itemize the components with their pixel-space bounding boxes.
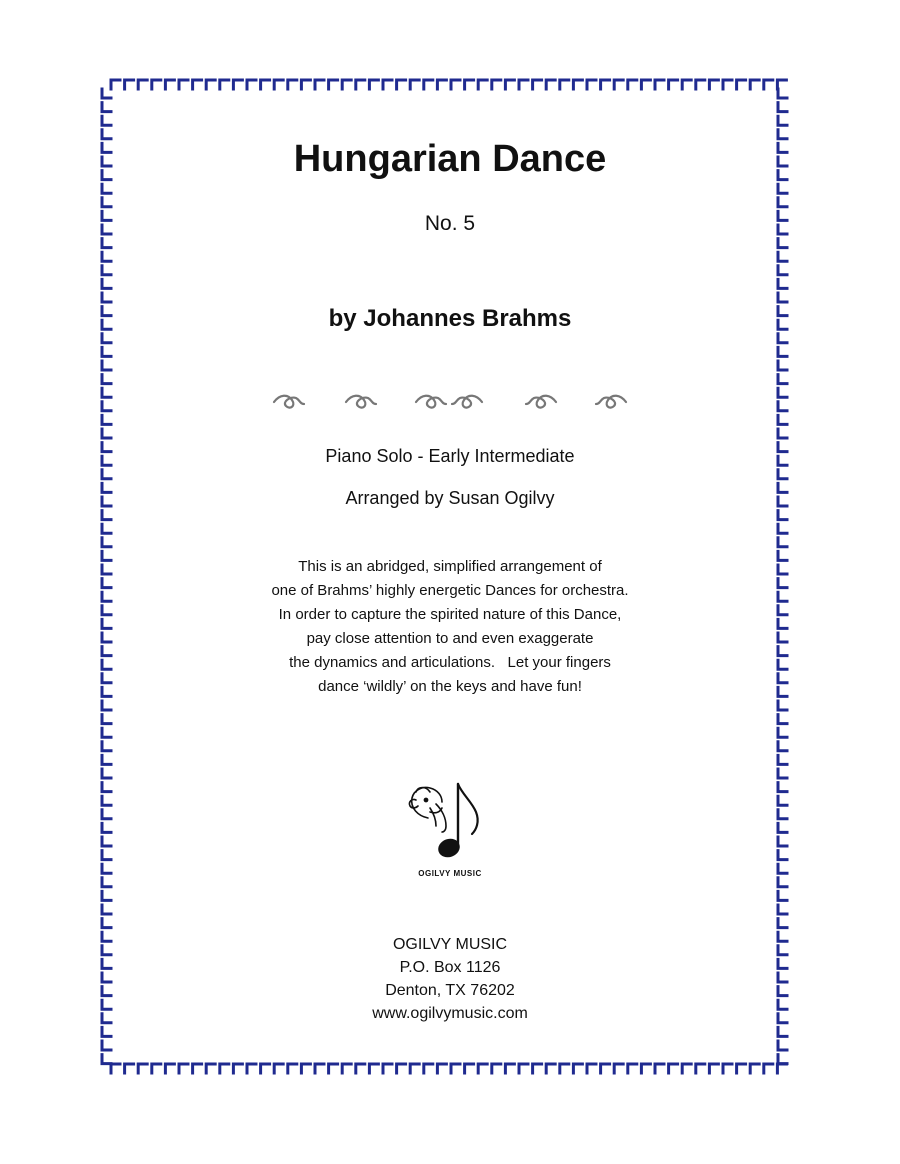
border-mark (723, 1064, 732, 1073)
border-mark (478, 80, 487, 89)
border-mark (102, 919, 111, 928)
border-mark (682, 1064, 691, 1073)
border-mark (410, 80, 419, 89)
border-mark (778, 511, 787, 520)
border-mark (492, 80, 501, 89)
border-mark (102, 293, 111, 302)
border-mark (519, 80, 528, 89)
border-mark (102, 755, 111, 764)
border-mark (206, 1064, 215, 1073)
border-mark (247, 1064, 256, 1073)
composer-credit: by Johannes Brahms (328, 305, 572, 332)
border-mark (778, 755, 787, 764)
border-mark (220, 1064, 229, 1073)
publisher-city: Denton, TX 76202 (385, 982, 515, 999)
border-mark (102, 279, 111, 288)
border-mark (682, 80, 691, 89)
border-mark (152, 1064, 161, 1073)
border-mark (628, 1064, 637, 1073)
border-mark (778, 184, 787, 193)
border-mark (778, 89, 787, 98)
border-mark (410, 1064, 419, 1073)
border-mark (233, 1064, 242, 1073)
border-mark (193, 1064, 202, 1073)
border-mark (778, 796, 787, 805)
border-mark (628, 80, 637, 89)
border-mark (778, 810, 787, 819)
border-mark (573, 1064, 582, 1073)
publisher-name: OGILVY MUSIC (392, 936, 508, 953)
piece-number: No. 5 (424, 212, 476, 235)
border-mark (102, 511, 111, 520)
border-mark (102, 742, 111, 751)
border-mark (778, 1041, 787, 1050)
description-line: In order to capture the spirited nature of this Dance, (278, 606, 622, 623)
border-mark (437, 1064, 446, 1073)
border-mark (778, 334, 787, 343)
border-mark (641, 80, 650, 89)
border-mark (247, 80, 256, 89)
border-mark (102, 103, 111, 112)
border-mark (709, 80, 718, 89)
border-mark (152, 80, 161, 89)
border-mark (709, 1064, 718, 1073)
border-mark (138, 80, 147, 89)
border-mark (778, 905, 787, 914)
border-mark (778, 103, 787, 112)
border-mark (778, 524, 787, 533)
arranger-credit: Arranged by Susan Ogilvy (345, 488, 555, 508)
border-mark (383, 80, 392, 89)
description-line: dance ‘wildly’ on the keys and have fun! (318, 678, 582, 695)
border-mark (669, 80, 678, 89)
border-mark (102, 116, 111, 125)
border-mark (301, 80, 310, 89)
border-mark (102, 184, 111, 193)
border-mark (614, 80, 623, 89)
border-mark (777, 1064, 786, 1073)
border-mark (601, 80, 610, 89)
border-mark (179, 80, 188, 89)
border-mark (102, 1041, 111, 1050)
border-mark (778, 728, 787, 737)
border-mark (778, 198, 787, 207)
border-mark (478, 1064, 487, 1073)
instrumentation-level: Piano Solo - Early Intermediate (325, 446, 575, 466)
border-mark (102, 470, 111, 479)
border-mark (587, 1064, 596, 1073)
border-mark (111, 80, 120, 89)
border-mark (383, 1064, 392, 1073)
border-mark (102, 878, 111, 887)
border-mark (102, 810, 111, 819)
border-mark (519, 1064, 528, 1073)
border-mark (778, 116, 787, 125)
border-mark (111, 1064, 120, 1073)
border-mark (102, 375, 111, 384)
border-mark (102, 538, 111, 547)
border-mark (102, 796, 111, 805)
border-mark (778, 429, 787, 438)
border-mark (778, 1027, 787, 1036)
border-mark (778, 742, 787, 751)
border-mark (329, 1064, 338, 1073)
border-mark (165, 80, 174, 89)
border-mark (102, 728, 111, 737)
page-title: Hungarian Dance (293, 138, 607, 180)
border-mark (451, 1064, 460, 1073)
border-mark (655, 1064, 664, 1073)
border-mark (397, 80, 406, 89)
border-mark (778, 375, 787, 384)
border-mark (696, 80, 705, 89)
border-mark (778, 701, 787, 710)
border-mark (102, 701, 111, 710)
border-mark (342, 1064, 351, 1073)
publisher-po-box: P.O. Box 1126 (399, 959, 501, 976)
border-mark (778, 1055, 787, 1064)
border-mark (301, 1064, 310, 1073)
border-mark (102, 783, 111, 792)
border-mark (233, 80, 242, 89)
border-mark (546, 1064, 555, 1073)
border-mark (165, 1064, 174, 1073)
description-line: This is an abridged, simplified arrangement of (298, 558, 602, 575)
border-mark (315, 80, 324, 89)
border-mark (179, 1064, 188, 1073)
border-mark (102, 891, 111, 900)
border-mark (778, 769, 787, 778)
border-mark (546, 80, 555, 89)
border-mark (138, 1064, 147, 1073)
border-mark (102, 823, 111, 832)
border-mark (737, 80, 746, 89)
border-mark (778, 538, 787, 547)
border-mark (315, 1064, 324, 1073)
border-mark (102, 198, 111, 207)
border-mark (397, 1064, 406, 1073)
border-mark (102, 429, 111, 438)
border-mark (102, 252, 111, 261)
border-mark (424, 1064, 433, 1073)
border-mark (750, 80, 759, 89)
border-mark (614, 1064, 623, 1073)
elephant-music-note-logo (400, 778, 492, 862)
border-mark (102, 905, 111, 914)
border-mark (102, 1055, 111, 1064)
border-mark (601, 1064, 610, 1073)
border-mark (369, 80, 378, 89)
border-mark (102, 851, 111, 860)
border-mark (288, 1064, 297, 1073)
border-mark (102, 1027, 111, 1036)
border-mark (424, 80, 433, 89)
description-line: pay close attention to and even exaggerate (306, 630, 594, 647)
border-mark (206, 80, 215, 89)
border-mark (778, 715, 787, 724)
border-mark (778, 891, 787, 900)
border-mark (102, 837, 111, 846)
border-mark (102, 239, 111, 248)
border-mark (641, 1064, 650, 1073)
border-mark (560, 1064, 569, 1073)
logo-caption: OGILVY MUSIC (418, 869, 482, 878)
border-mark (778, 823, 787, 832)
border-mark (573, 80, 582, 89)
border-mark (369, 1064, 378, 1073)
border-mark (451, 80, 460, 89)
border-mark (125, 80, 134, 89)
border-mark (505, 80, 514, 89)
description (0, 555, 900, 699)
border-mark (125, 1064, 134, 1073)
border-mark (778, 470, 787, 479)
border-mark (288, 80, 297, 89)
border-mark (778, 347, 787, 356)
border-mark (778, 252, 787, 261)
border-mark (356, 80, 365, 89)
border-mark (261, 1064, 270, 1073)
border-mark (102, 347, 111, 356)
border-mark (102, 769, 111, 778)
border-mark (533, 1064, 542, 1073)
border-mark (261, 80, 270, 89)
border-mark (465, 80, 474, 89)
border-mark (764, 80, 773, 89)
border-mark (587, 80, 596, 89)
border-mark (737, 1064, 746, 1073)
border-mark (342, 80, 351, 89)
border-mark (778, 361, 787, 370)
border-mark (329, 80, 338, 89)
border-mark (102, 524, 111, 533)
scroll-ornament-divider (0, 384, 900, 420)
border-mark (102, 266, 111, 275)
border-mark (778, 919, 787, 928)
border-mark (778, 851, 787, 860)
border-mark (465, 1064, 474, 1073)
border-mark (696, 1064, 705, 1073)
border-mark (778, 239, 787, 248)
border-mark (102, 334, 111, 343)
border-mark (492, 1064, 501, 1073)
description-line: the dynamics and articulations. Let your fingers (289, 654, 611, 671)
border-mark (778, 266, 787, 275)
border-mark (778, 293, 787, 302)
border-mark (750, 1064, 759, 1073)
border-mark (778, 837, 787, 846)
border-mark (778, 279, 787, 288)
publisher-address (0, 933, 900, 1025)
border-mark (533, 80, 542, 89)
border-mark (220, 80, 229, 89)
border-mark (193, 80, 202, 89)
border-mark (505, 1064, 514, 1073)
border-mark (274, 1064, 283, 1073)
border-mark (778, 783, 787, 792)
border-mark (560, 80, 569, 89)
description-line: one of Brahms’ highly energetic Dances for orchestra. (271, 582, 629, 599)
border-mark (778, 878, 787, 887)
border-mark (723, 80, 732, 89)
border-mark (669, 1064, 678, 1073)
publisher-website[interactable]: www.ogilvymusic.com (372, 1005, 528, 1022)
border-mark (274, 80, 283, 89)
border-mark (655, 80, 664, 89)
border-mark (102, 361, 111, 370)
border-mark (764, 1064, 773, 1073)
border-mark (102, 715, 111, 724)
border-mark (437, 80, 446, 89)
border-mark (356, 1064, 365, 1073)
